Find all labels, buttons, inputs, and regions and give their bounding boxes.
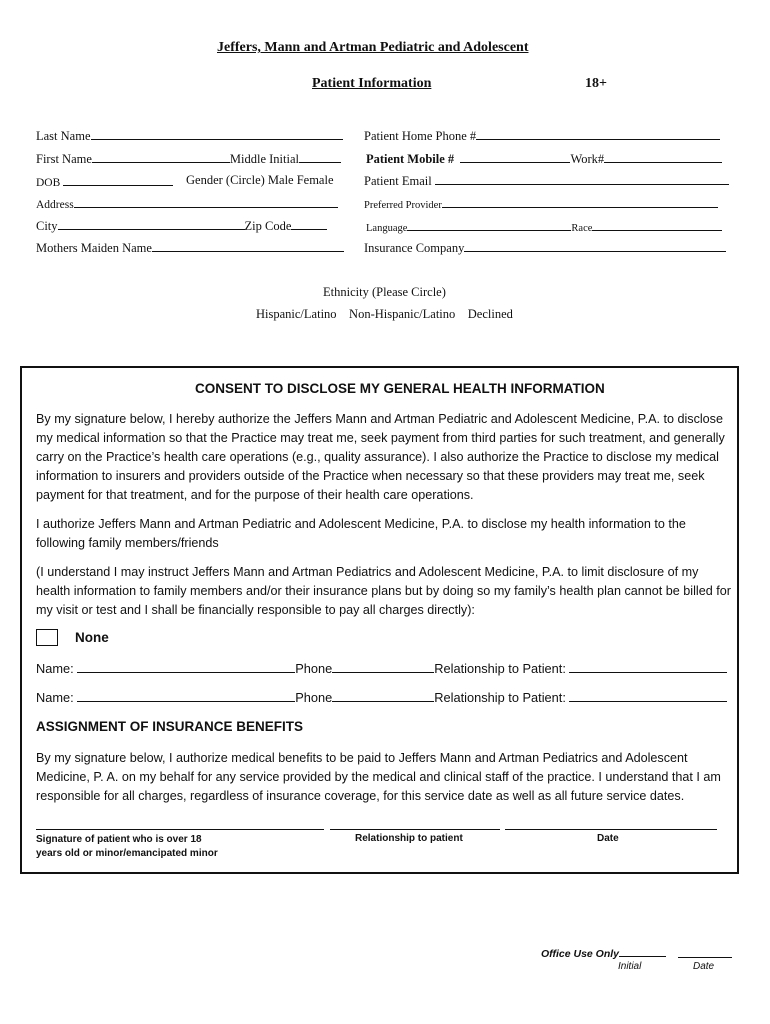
dob-line[interactable] xyxy=(63,174,173,186)
relationship-label: Relationship to Patient: xyxy=(434,661,566,676)
office-initial-line[interactable] xyxy=(619,947,666,957)
consent-paragraph-2: I authorize Jeffers Mann and Artman Pediatric and Adolescent Medicine, P.A. to disclose my health information to the following family members/friends xyxy=(36,517,686,550)
address-field[interactable] xyxy=(36,196,338,211)
dob-field[interactable] xyxy=(36,174,173,189)
zip-code-label: Zip Code xyxy=(244,219,292,233)
email-line[interactable] xyxy=(435,173,729,185)
mobile-line[interactable] xyxy=(460,151,570,163)
race-label: Race xyxy=(571,223,593,234)
work-line[interactable] xyxy=(604,151,722,163)
age-group: 18+ xyxy=(585,76,607,91)
insurance-company-label: Insurance Company xyxy=(364,241,465,255)
last-name-line[interactable] xyxy=(91,128,343,140)
assignment-heading: ASSIGNMENT OF INSURANCE BENEFITS xyxy=(36,719,304,734)
relationship-line[interactable] xyxy=(569,690,727,702)
language-label: Language xyxy=(366,223,408,234)
patient-signature-caption-1: Signature of patient who is over 18 xyxy=(36,834,202,845)
practice-name: Jeffers, Mann and Artman Pediatric and Adolescent xyxy=(217,40,529,55)
last-name-label: Last Name xyxy=(36,129,91,143)
address-line[interactable] xyxy=(74,196,338,208)
middle-initial-line[interactable] xyxy=(299,151,341,163)
relationship-signature-line[interactable] xyxy=(330,829,500,830)
phone-line[interactable] xyxy=(332,690,434,702)
office-use-field[interactable] xyxy=(541,947,666,960)
relationship-caption: Relationship to patient xyxy=(355,833,463,844)
date-caption: Date xyxy=(597,833,619,844)
mothers-maiden-name-label: Mothers Maiden Name xyxy=(36,241,152,255)
contact-row-2[interactable] xyxy=(36,690,727,705)
home-phone-label: Patient Home Phone # xyxy=(364,129,477,143)
office-use-label: Office Use Only xyxy=(541,948,620,960)
city-label: City xyxy=(36,219,58,233)
name-line[interactable] xyxy=(77,690,295,702)
consent-paragraph-1: By my signature below, I hereby authorize the Jeffers Mann and Artman Pediatric and Adolescent Medicine, P.A. to disclose my medical information so that the Practice may treat me, seek payment from third parties for such treatment, and generally carry on the Practice’s health care operations (e.g., quality assurance). I also authorize the Practice to disclose my medical information to insurers and providers outside of the Practice when necessary so that these providers may treat me, seek payment for that treatment, and for the purpose of their health care operations. xyxy=(36,412,725,502)
zip-code-line[interactable] xyxy=(291,218,327,230)
relationship-line[interactable] xyxy=(569,661,727,673)
mobile-field[interactable] xyxy=(366,151,722,167)
city-field[interactable] xyxy=(36,218,327,234)
form-title: Patient Information xyxy=(312,76,432,91)
office-initial-caption: Initial xyxy=(618,961,642,972)
last-name-field[interactable] xyxy=(36,128,343,144)
office-date-caption: Date xyxy=(693,961,715,972)
consent-paragraph-3: (I understand I may instruct Jeffers Mann and Artman Pediatrics and Adolescent Medicine, P.A. to limit disclosure of my health information to family members and/or their insurance plans but by doing so my family’s health plan cannot be billed for my visit or test and I shall be financially responsible to pay all charges directly): xyxy=(36,565,731,617)
assignment-paragraph: By my signature below, I authorize medical benefits to be paid to Jeffers Mann and Artman Pediatrics and Adolescent Medicine, P. A. on my behalf for any service provided by the medical and clinical staff of the practice. I understand that I am responsible for all charges, regardless of insurance coverage, for this service date as well as all future service dates. xyxy=(36,751,721,803)
middle-initial-label: Middle Initial xyxy=(229,152,299,166)
consent-heading: CONSENT TO DISCLOSE MY GENERAL HEALTH INFORMATION xyxy=(195,381,605,396)
none-checkbox[interactable] xyxy=(36,629,58,646)
first-name-label: First Name xyxy=(36,152,92,166)
mothers-maiden-name-line[interactable] xyxy=(152,240,344,252)
office-date-line[interactable] xyxy=(678,957,732,958)
work-label: Work# xyxy=(570,152,605,166)
home-phone-field[interactable] xyxy=(364,128,720,144)
preferred-provider-label: Preferred Provider xyxy=(364,200,442,211)
patient-signature-line[interactable] xyxy=(36,829,324,830)
phone-line[interactable] xyxy=(332,661,434,673)
email-label: Patient Email xyxy=(364,174,432,188)
phone-label: Phone xyxy=(295,661,333,676)
name-label: Name: xyxy=(36,690,74,705)
patient-signature-caption xyxy=(36,833,218,861)
race-line[interactable] xyxy=(592,219,722,231)
language-line[interactable] xyxy=(407,219,571,231)
gender-field[interactable]: Gender (Circle) Male Female xyxy=(186,173,334,187)
language-race-field[interactable] xyxy=(366,219,722,234)
relationship-label: Relationship to Patient: xyxy=(434,690,566,705)
address-label: Address xyxy=(36,199,74,211)
first-name-field[interactable] xyxy=(36,151,341,167)
ethnicity-options[interactable]: Hispanic/Latino Non-Hispanic/Latino Declined xyxy=(256,307,513,321)
phone-label: Phone xyxy=(295,690,333,705)
email-field[interactable] xyxy=(364,173,729,189)
mothers-maiden-name-field[interactable] xyxy=(36,240,344,256)
date-signature-line[interactable] xyxy=(505,829,717,830)
preferred-provider-line[interactable] xyxy=(442,196,718,208)
insurance-company-field[interactable] xyxy=(364,240,726,256)
none-label: None xyxy=(75,630,109,645)
insurance-company-line[interactable] xyxy=(464,240,726,252)
name-line[interactable] xyxy=(77,661,295,673)
name-label: Name: xyxy=(36,661,74,676)
contact-row-1[interactable] xyxy=(36,661,727,676)
ethnicity-label: Ethnicity (Please Circle) xyxy=(323,285,446,299)
first-name-line[interactable] xyxy=(92,151,230,163)
home-phone-line[interactable] xyxy=(476,128,720,140)
preferred-provider-field[interactable] xyxy=(364,196,718,211)
dob-label: DOB xyxy=(36,177,61,189)
city-line[interactable] xyxy=(58,218,245,230)
mobile-label: Patient Mobile # xyxy=(366,152,455,166)
patient-signature-caption-2: years old or minor/emancipated minor xyxy=(36,848,218,859)
